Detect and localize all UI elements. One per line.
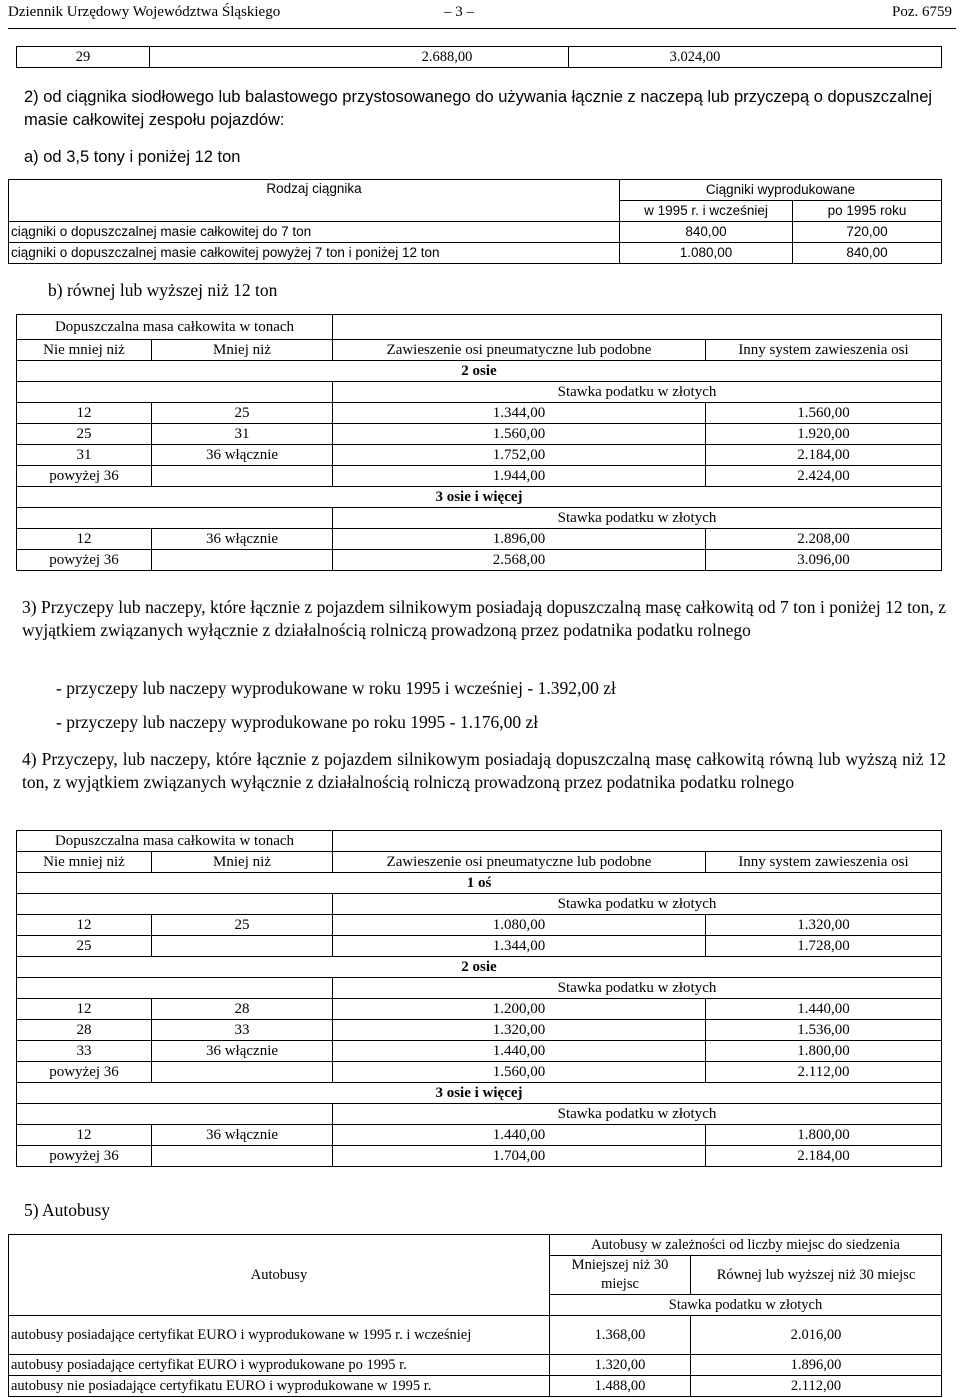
continued-table [16, 46, 942, 68]
h-min: Nie mniej niż [17, 852, 152, 873]
max [152, 1062, 333, 1083]
min: 12 [17, 915, 152, 936]
h-more: Równej lub wyższej niż 30 miejsc [691, 1256, 942, 1295]
axles-1: 1 oś [17, 873, 942, 894]
table-row [17, 1125, 942, 1146]
col-type: Rodzaj ciągnika [9, 180, 620, 222]
table-row [17, 445, 942, 466]
axles-2: 2 osie [17, 361, 942, 382]
empty-cell [333, 315, 942, 340]
row-label: autobusy nie posiadające certyfikatu EURO i wyprodukowane w 1995 r. [9, 1376, 550, 1397]
table-row [17, 424, 942, 445]
min: powyżej 36 [17, 1146, 152, 1167]
section3-line1: - przyczepy lub naczepy wyprodukowane w roku 1995 i wcześniej - 1.392,00 zł [56, 678, 616, 698]
rate-label: Stawka podatku w złotych [550, 1295, 942, 1316]
min: 12 [17, 1125, 152, 1146]
h-pneu: Zawieszenie osi pneumatyczne lub podobne [333, 340, 706, 361]
h-min: Nie mniej niż [17, 340, 152, 361]
axles-2: 2 osie [17, 957, 942, 978]
section4-text: 4) Przyczepy, lub naczepy, które łącznie z pojazdem silnikowym posiadają dopuszczalną masę całkowitą równą lub wyższą niż 12 ton, z wyjątkiem związanych wyłącznie z działalnością rolniczą prowadzoną przez podatnika podatku rolnego [22, 749, 946, 792]
min: 12 [17, 529, 152, 550]
max: 25 [152, 915, 333, 936]
cell: 29 [17, 47, 150, 68]
h-mass: Dopuszczalna masa całkowita w tonach [17, 831, 333, 852]
value: 1.080,00 [620, 243, 793, 264]
tractor-heavy-table [16, 314, 942, 571]
min: powyżej 36 [17, 466, 152, 487]
max [152, 466, 333, 487]
table-row [17, 403, 942, 424]
table-row [17, 529, 942, 550]
min: 28 [17, 1020, 152, 1041]
pneu: 1.440,00 [333, 1041, 706, 1062]
row-label: ciągniki o dopuszczalnej masie całkowitej powyżej 7 ton i poniżej 12 ton [9, 243, 620, 264]
rate-label: Stawka podatku w złotych [333, 1104, 942, 1125]
h-mass: Dopuszczalna masa całkowita w tonach [17, 315, 333, 340]
table-row [9, 243, 942, 264]
other: 1.320,00 [706, 915, 942, 936]
max: 36 włącznie [152, 445, 333, 466]
table-row [17, 550, 942, 571]
table-row [9, 1316, 942, 1355]
other: 2.184,00 [706, 445, 942, 466]
col-before: w 1995 r. i wcześniej [620, 201, 793, 222]
col-after: po 1995 roku [793, 201, 942, 222]
row-label: autobusy posiadające certyfikat EURO i wyprodukowane po 1995 r. [9, 1355, 550, 1376]
pneu: 1.344,00 [333, 936, 706, 957]
other: 1.440,00 [706, 999, 942, 1020]
value: 2.016,00 [691, 1316, 942, 1355]
tractor-table [8, 179, 942, 264]
section5-label: 5) Autobusy [24, 1200, 111, 1220]
other: 1.800,00 [706, 1041, 942, 1062]
rate-label: Stawka podatku w złotych [333, 508, 942, 529]
page-number: – 3 – [444, 4, 474, 20]
max [152, 1146, 333, 1167]
section3-line2: - przyczepy lub naczepy wyprodukowane po roku 1995 - 1.176,00 zł [56, 712, 539, 732]
cell: 2.688,00 [150, 47, 569, 68]
pneu: 1.560,00 [333, 424, 706, 445]
pneu: 1.440,00 [333, 1125, 706, 1146]
other: 1.920,00 [706, 424, 942, 445]
min: 31 [17, 445, 152, 466]
pneu: 1.344,00 [333, 403, 706, 424]
min: 12 [17, 999, 152, 1020]
value: 2.112,00 [691, 1376, 942, 1397]
header-rule [8, 28, 956, 29]
other: 2.424,00 [706, 466, 942, 487]
min: 33 [17, 1041, 152, 1062]
max [152, 936, 333, 957]
pneu: 1.320,00 [333, 1020, 706, 1041]
bus-table [8, 1234, 942, 1397]
other: 1.728,00 [706, 936, 942, 957]
table-row [17, 1062, 942, 1083]
section2-b-label: b) równej lub wyższej niż 12 ton [48, 280, 278, 300]
max: 36 włącznie [152, 1041, 333, 1062]
h-other: Inny system zawieszenia osi [706, 852, 942, 873]
pneu: 1.200,00 [333, 999, 706, 1020]
value: 840,00 [793, 243, 942, 264]
table-row [17, 1041, 942, 1062]
h-other: Inny system zawieszenia osi [706, 340, 942, 361]
max: 36 włącznie [152, 1125, 333, 1146]
section2-intro: 2) od ciągnika siodłowego lub balastowego przystosowanego do używania łącznie z naczepą lub przyczepą o dopuszczalnej masie całkowitej zespołu pojazdów: [24, 88, 933, 129]
max: 25 [152, 403, 333, 424]
pneu: 1.752,00 [333, 445, 706, 466]
max: 36 włącznie [152, 529, 333, 550]
table-row [17, 466, 942, 487]
empty-cell [333, 831, 942, 852]
table-row [17, 936, 942, 957]
min: 25 [17, 936, 152, 957]
other: 2.112,00 [706, 1062, 942, 1083]
col-made: Ciągniki wyprodukowane [620, 180, 942, 201]
min: 12 [17, 403, 152, 424]
pneu: 1.896,00 [333, 529, 706, 550]
table-row [9, 1355, 942, 1376]
pneu: 1.080,00 [333, 915, 706, 936]
cell: 3.024,00 [569, 47, 942, 68]
pneu: 2.568,00 [333, 550, 706, 571]
h-max: Mniej niż [152, 340, 333, 361]
row-label: ciągniki o dopuszczalnej masie całkowitej do 7 ton [9, 222, 620, 243]
table-row [17, 915, 942, 936]
axles-3: 3 osie i więcej [17, 1083, 942, 1104]
table-row [17, 999, 942, 1020]
value: 1.896,00 [691, 1355, 942, 1376]
section3-text: 3) Przyczepy lub naczepy, które łącznie z pojazdem silnikowym posiadają dopuszczalną masę całkowitą od 7 ton i poniżej 12 ton, z wyjątkiem związanych wyłącznie z działalnością rolniczą prowadzoną przez podatnika podatku rolnego [22, 597, 946, 640]
value: 840,00 [620, 222, 793, 243]
table-row [17, 1146, 942, 1167]
max: 28 [152, 999, 333, 1020]
h-pneu: Zawieszenie osi pneumatyczne lub podobne [333, 852, 706, 873]
rate-label: Stawka podatku w złotych [333, 382, 942, 403]
other: 2.184,00 [706, 1146, 942, 1167]
table-row [17, 1020, 942, 1041]
max [152, 550, 333, 571]
trailer-table [16, 830, 942, 1167]
min: powyżej 36 [17, 550, 152, 571]
journal-title: Dziennik Urzędowy Województwa Śląskiego [8, 4, 281, 20]
section2-a-label: a) od 3,5 tony i poniżej 12 ton [24, 148, 241, 166]
h-bus: Autobusy [9, 1235, 550, 1316]
max: 33 [152, 1020, 333, 1041]
other: 3.096,00 [706, 550, 942, 571]
other: 1.560,00 [706, 403, 942, 424]
rate-label: Stawka podatku w złotych [333, 894, 942, 915]
pneu: 1.560,00 [333, 1062, 706, 1083]
value: 1.488,00 [550, 1376, 691, 1397]
h-max: Mniej niż [152, 852, 333, 873]
row-label: autobusy posiadające certyfikat EURO i wyprodukowane w 1995 r. i wcześniej [9, 1316, 550, 1355]
pneu: 1.704,00 [333, 1146, 706, 1167]
table-row [9, 1376, 942, 1397]
other: 2.208,00 [706, 529, 942, 550]
min: 25 [17, 424, 152, 445]
value: 1.368,00 [550, 1316, 691, 1355]
other: 1.800,00 [706, 1125, 942, 1146]
axles-3: 3 osie i więcej [17, 487, 942, 508]
rate-label: Stawka podatku w złotych [333, 978, 942, 999]
pneu: 1.944,00 [333, 466, 706, 487]
table-row [9, 222, 942, 243]
other: 1.536,00 [706, 1020, 942, 1041]
position-number: Poz. 6759 [892, 4, 952, 20]
value: 720,00 [793, 222, 942, 243]
min: powyżej 36 [17, 1062, 152, 1083]
h-less: Mniejszej niż 30 miejsc [550, 1256, 691, 1295]
value: 1.320,00 [550, 1355, 691, 1376]
max: 31 [152, 424, 333, 445]
h-seats: Autobusy w zależności od liczby miejsc do siedzenia [550, 1235, 942, 1256]
